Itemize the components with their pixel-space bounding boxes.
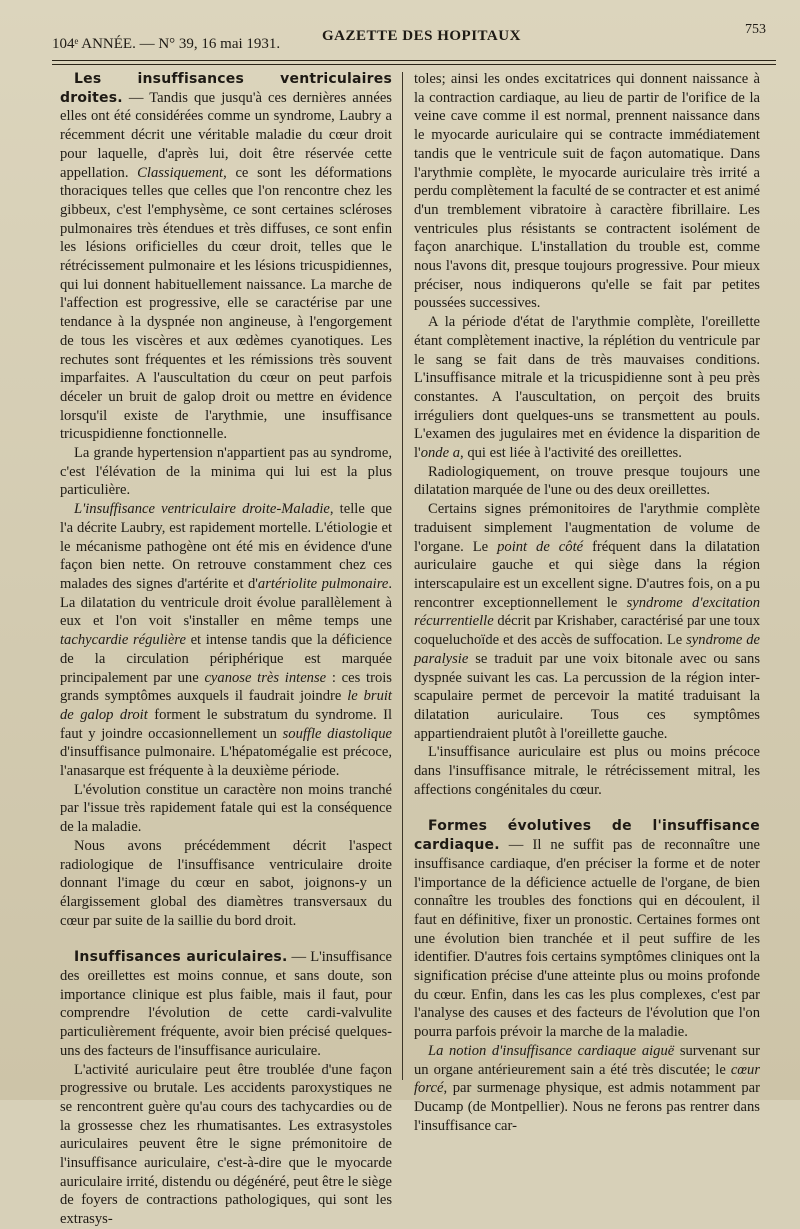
paragraph: La grande hypertension n'appartient pas au syndrome, c'est l'élévation de la minima qui lui est la plus particulière. — [60, 445, 392, 499]
paragraph: L'évolution constitue un caractère non moins tranché par l'issue très rapidement fatale qui est la conséquence de la maladie. — [60, 781, 392, 836]
paragraph: Certains signes prémonitoires de l'arythmie complète traduisent simplement l'augmentation de volume de l'organe. Le point de côté fréquent dans la dilatation auriculaire gauche et qui siège dans la région interscapulaire est un excellent signe. D'autres fois, on a pu rencontrer exceptionnellement le syndrome d'excitation récurrentielle décrit par Krishaber, caractérisé par une toux coqueluchoïde et des accès de suffocation. Le syndrome de paralysie se traduit par une voix bitonale avec ou sans dyspnée suivant les cas. La percussion de la région inter-scapulaire permet de percevoir la matité traduisant la dilatation auriculaire. Tous ces symptômes appartiendraient plutôt à l'oreillette gauche. — [414, 501, 760, 742]
paragraph: Nous avons précédemment décrit l'aspect radiologique de l'insuffisance ventriculaire droite donnant l'image du cœur en sabot, joignons-y un élargissement global des diamètres transversaux du cœur par suite de la saillie du bord droit. — [60, 837, 392, 929]
paragraph: L'insuffisance auriculaire est plus ou moins précoce dans l'insuffisance mitrale, le rétrécissement mitral, les affections congénitales du cœur. — [414, 744, 760, 798]
section-heading: Les insuffisances ventriculaires droites. — [60, 71, 392, 106]
section-heading: Formes évolutives de l'insuffisance cardiaque. — [414, 818, 760, 854]
paragraph: toles; ainsi les ondes excitatrices qui donnent naissance à la contraction cardiaque, au lieu de partir de l'orifice de la veine cave comme il est normal, prennent naissance dans le myocarde auriculaire qui se contracte immédiatement tandis que le ventricule suit de façon automatique. Dans l'arythmie complète, le myocarde auriculaire très irrité a perdu complètement la faculté de se contracter et est animé d'un tremblement vibratoire à caractère fibrillaire. Les ventricules plus résistants se contractent isolément de façon anarchique. L'installation du trouble est, comme nous l'avons dit, presque toujours progressive. Pour mieux préciser, nous indiquerons qu'elle se fait par petites poussées successives. — [414, 71, 760, 312]
right-column — [414, 70, 760, 1134]
issue-info: 104ᵉ ANNÉE. — N° 39, 16 mai 1931. — [52, 36, 281, 52]
paragraph: A la période d'état de l'arythmie complète, l'oreillette étant complètement inactive, la réplétion du ventricule par le sang se fait dans de très mauvaises conditions. L'insuffisance mitrale et la tricuspidienne sont à peu près constantes. A l'auscultation, on perçoit des bruits irréguliers dont quelques-uns se transmettent au pouls. L'examen des jugulaires met en évidence la disparition de l'onde a, qui est liée à l'activité des oreillettes. — [414, 314, 760, 462]
section-heading: Insuffisances auriculaires. — [74, 949, 288, 966]
paragraph: Insuffisances auriculaires. — L'insuffisance des oreillettes est moins connue, et sans doute, son importance clinique est plus faible, mais il faut, pour comprendre l'évolution de cette cardi-valvulite particulièrement fréquente, avoir bien précisé quelques-uns des facteurs de l'insuffisance auriculaire. — [60, 949, 392, 1059]
paragraph: La notion d'insuffisance cardiaque aiguë survenant sur un organe antérieurement sain a été très discutée; le cœur forcé, par surmenage physique, est admis notamment par Ducamp (de Montpellier). Nous ne ferons pas rentrer dans l'insuffisance car- — [414, 1042, 760, 1134]
paragraph: L'insuffisance ventriculaire droite-Maladie, telle que l'a décrite Laubry, est rapidement mortelle. L'étiologie et le mécanisme pathogène ont été mis en évidence d'une façon bien nette. On retrouve constamment chez ces malades des signes d'artérite et d'artériolite pulmonaire. La dilatation du ventricule droit évolue parallèlement à eux et l'on voit s'installer en même temps une tachycardie régulière et intense tandis que la déficience de la circulation périphérique est marquée principalement par une cyanose très intense : ces trois grands symptômes auxquels il faudrait joindre le bruit de galop droit forment le substratum du syndrome. Il faut y joindre occasionnellement un souffle diastolique d'insuffisance pulmonaire. L'hépatomégalie est précoce, l'anasarque est fréquente à la deuxième période. — [60, 501, 393, 780]
page-number: 753 — [745, 22, 766, 37]
header-rule — [52, 60, 776, 61]
page-header — [52, 22, 770, 58]
header-rule-thin — [52, 64, 776, 65]
paragraph: Les insuffisances ventriculaires droites. — Tandis que jusqu'à ces dernières années elles ont été considérées comme un syndrome, Laubry a récemment décrit une véritable maladie du cœur droit pour laquelle, d'après lui, doit être réservée cette appellation. Classiquement, ce sont les déformations thoraciques telles que celles que l'on rencontre chez les gibbeux, c'est l'emphysème, ce sont certaines scléroses pulmonaires très étendues et très diffuses, ce sont enfin les lésions orificielles du cœur droit, telles que le rétrécissement pulmonaire et les lésions tricuspidiennes, qui lui donnent habituellement naissance. La marche de l'affection est progressive, elle se caractérise par une tendance à la dyspnée non angineuse, à l'engorgement de tous les viscères et aux œdèmes cyanotiques. Les rechutes sont fréquentes et les rémissions très souvent imparfaites. A l'auscultation du cœur on peut parfois déceler un bruit de galop droit ou mettre en évidence lorsqu'il existe de l'arythmie, une insuffisance tricuspidienne fonctionnelle. — [60, 71, 392, 443]
column-divider — [402, 72, 403, 1080]
paragraph: L'activité auriculaire peut être troublée d'une façon progressive ou brutale. Les accidents paroxystiques ne se rencontrent guère qu'au cours des tachycardies ou de la grossesse chez les rhumatisantes. Les extrasystoles auriculaires peuvent être le signe prémonitoire de l'insuffisance auriculaire, c'est-à-dire que le myocarde auriculaire irrité, distendu ou dégénéré, peut être le siège de foyers de contractions pathologiques, qui sont les extrasys- — [60, 1061, 392, 1228]
paragraph: Radiologiquement, on trouve presque toujours une dilatation marquée de l'une ou des deux oreillettes. — [414, 463, 760, 499]
left-column — [60, 70, 393, 1228]
paragraph: Formes évolutives de l'insuffisance cardiaque. — Il ne suffit pas de reconnaître une insuffisance cardiaque, d'en préciser la forme et de noter l'importance de la déficience actuelle de l'organe, de bien connaître les troubles des fonctions qui en découlent, il faut en définitive, fixer un pronostic. Certaines formes ont une évolution bien tranchée et il peut suffire de les identifier. D'autres fois certains symptômes cliniques ont la signification précise d'une atteinte plus ou moins profonde du cœur. Enfin, dans les cas les plus complexes, c'est par l'analyse des causes et des facteurs de l'évolution que l'on pourra parfois prévoir la marche de la maladie. — [414, 818, 760, 1041]
journal-title: GAZETTE DES HOPITAUX — [322, 28, 521, 44]
